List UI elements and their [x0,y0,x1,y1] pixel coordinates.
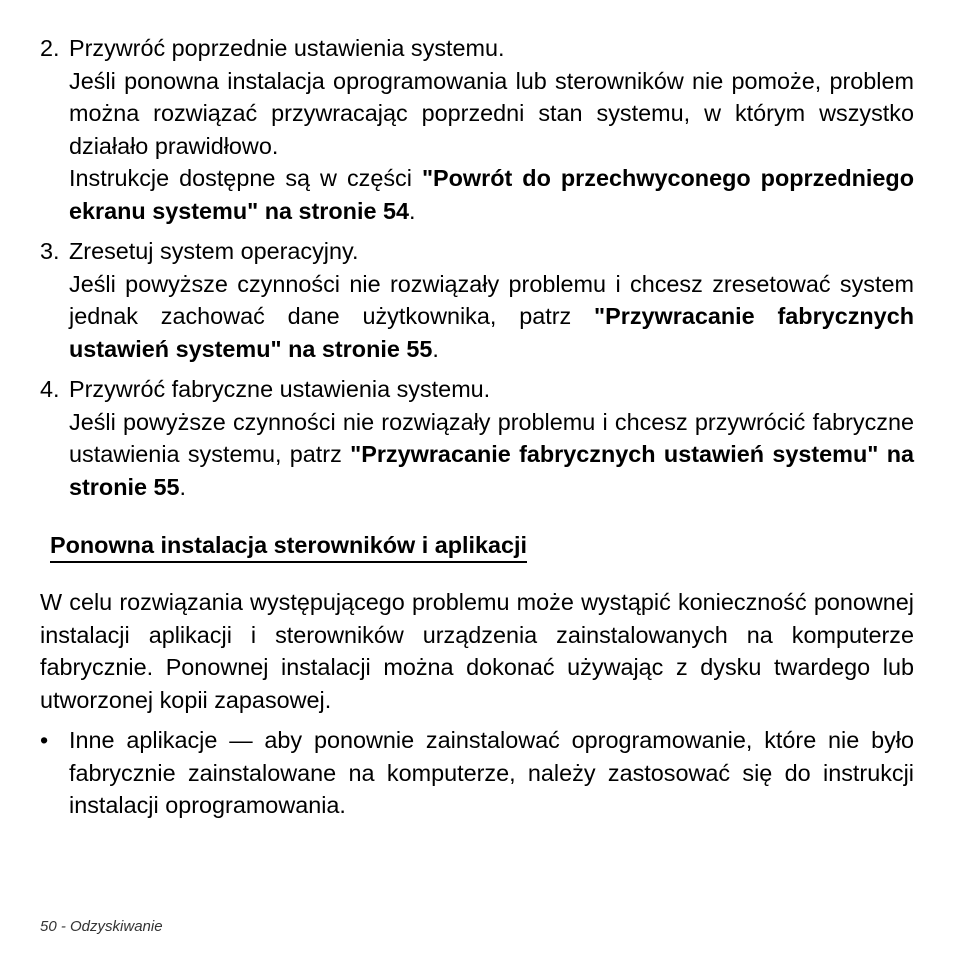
text: Instrukcje dostępne są w części [69,165,422,191]
section-heading: Ponowna instalacja sterowników i aplikacji [50,530,527,563]
text: Jeśli powyższe czynności nie rozwiązały problemu i chcesz przywrócić fabryczne ustawienia systemu, patrz [69,408,914,467]
step-body [69,32,914,227]
cross-reference-link[interactable]: "Powrót do przechwyconego poprzedniego ekranu systemu" na stronie 54 [69,165,914,224]
page-content [40,32,914,822]
step-4 [40,373,914,503]
step-number: 3. [40,238,60,264]
step-body [69,373,914,503]
step-title: Przywróć poprzednie ustawienia systemu. [69,35,505,61]
step-paragraph [69,268,914,366]
step-number: 4. [40,376,60,402]
bullet-item [40,724,914,822]
section-paragraph: W celu rozwiązania występującego problemu może wystąpić konieczność ponownej instalacji aplikacji i sterowników urządzenia zainstalowanych na komputerze fabrycznie. Ponownej instalacji można dokonać używając z dysku twardego lub utworzonej kopii zapasowej. [40,589,914,713]
bullet-text: Inne aplikacje — aby ponownie zainstalować oprogramowanie, które nie było fabrycznie zainstalowane na komputerze, należy zastosować się do instrukcji instalacji oprogramowania. [69,727,914,818]
text: . [409,197,416,224]
step-number: 2. [40,35,60,61]
text: Jeśli powyższe czynności nie rozwiązały problemu i chcesz zresetować system jednak zachować dane użytkownika, patrz [69,270,914,329]
cross-reference-link[interactable]: "Przywracanie fabrycznych ustawień systemu" na stronie 55 [69,441,914,500]
text: . [432,335,439,362]
cross-reference-link[interactable]: "Przywracanie fabrycznych ustawień systemu" na stronie 55 [69,303,914,362]
text: . [179,473,187,500]
step-paragraph: Jeśli ponowna instalacja oprogramowania lub sterowników nie pomoże, problem można rozwiązać przywracając poprzedni stan systemu, w którym wszystko działało prawidłowo. [69,67,914,159]
step-3 [40,235,914,365]
step-2 [40,32,914,227]
step-body [69,235,914,365]
step-paragraph [69,162,914,227]
step-title: Przywróć fabryczne ustawienia systemu. [69,376,491,402]
step-paragraph [69,406,914,504]
step-title: Zresetuj system operacyjny. [69,238,359,264]
page-footer: 50 - Odzyskiwanie [40,918,163,935]
bullet-mark: • [40,727,49,753]
